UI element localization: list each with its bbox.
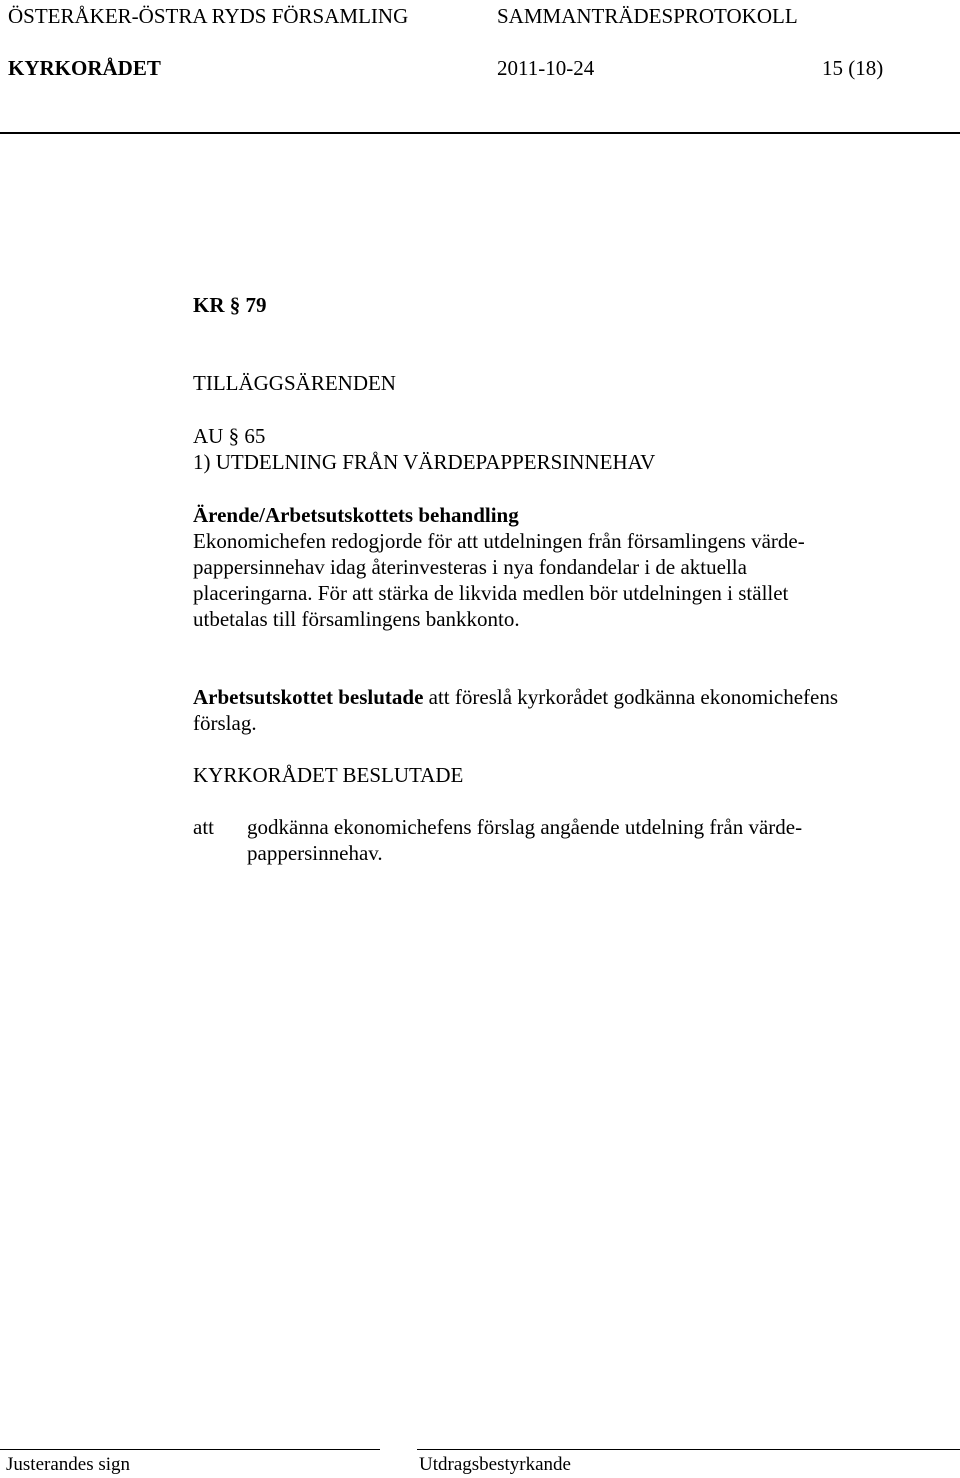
header-rule [0,132,960,134]
decision-line: godkänna ekonomichefens förslag angående utdelning från värde- [247,815,803,839]
header-page: 15 (18) [822,56,884,80]
handling-line: utbetalas till församlingens bankkonto. [193,607,520,631]
header-parish: ÖSTERÅKER-ÖSTRA RYDS FÖRSAMLING [8,4,409,28]
item-category: TILLÄGGSÄRENDEN [193,371,396,395]
footer-rule-right [417,1449,960,1450]
decision-heading: KYRKORÅDET BESLUTADE [193,763,464,787]
footer-sign-label: Justerandes sign [6,1454,131,1475]
header-doc-type: SAMMANTRÄDESPROTOKOLL [497,4,798,28]
handling-line: Ekonomichefen redogjorde för att utdelningen från församlingens värde- [193,529,805,553]
decision-line: pappersinnehav. [247,841,383,865]
header-date: 2011-10-24 [497,56,595,80]
footer-extract-label: Utdragsbestyrkande [419,1454,571,1475]
handling-heading: Ärende/Arbetsutskottets behandling [193,503,519,527]
handling-line: pappersinnehav idag återinvesteras i nya fondandelar i de aktuella [193,555,747,579]
au-decision-lead: Arbetsutskottet beslutade [193,685,424,709]
au-decision-line [193,687,838,708]
au-decision-line2: förslag. [193,711,257,735]
footer-rule-left [0,1449,380,1450]
decision-att: att [193,815,214,839]
handling-line: placeringarna. För att stärka de likvida medlen bör utdelningen i stället [193,581,789,605]
au-decision-rest: att föreslå kyrkorådet godkänna ekonomichefens [423,685,839,709]
item-title: 1) UTDELNING FRÅN VÄRDEPAPPERSINNEHAV [193,450,656,474]
au-reference: AU § 65 [193,424,266,448]
item-number: KR § 79 [193,293,267,317]
header-body: KYRKORÅDET [8,56,161,80]
